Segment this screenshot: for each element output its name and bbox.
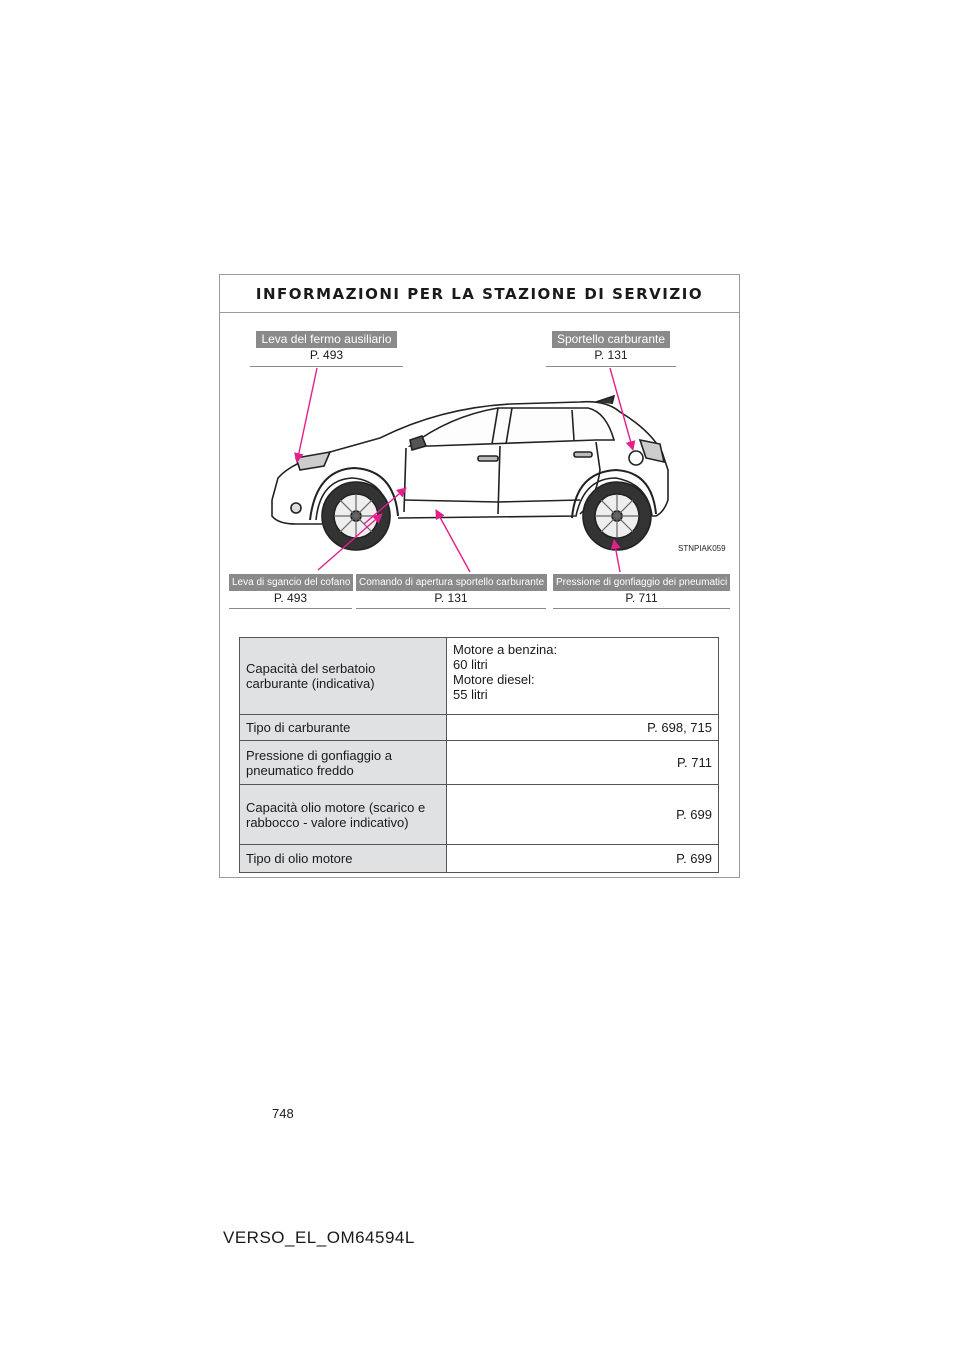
table-key: Tipo di carburante	[240, 715, 447, 741]
callout-rule	[250, 366, 403, 367]
table-key: Pressione di gonfiaggio a pneumatico freddo	[240, 741, 447, 785]
callout-ref: P. 131	[434, 591, 468, 605]
table-key: Capacità olio motore (scarico e rabbocco - valore indicativo)	[240, 785, 447, 845]
callout-label: Leva di sgancio del cofano	[229, 574, 353, 591]
callout-label: Sportello carburante	[552, 331, 670, 348]
figure-code: STNPIAK059	[678, 544, 726, 553]
page-number: 748	[272, 1106, 294, 1121]
frame-title: INFORMAZIONI PER LA STAZIONE DI SERVIZIO	[220, 275, 739, 313]
callout-ref: P. 493	[273, 591, 308, 605]
callout-hood-release	[229, 572, 352, 605]
callout-fuel-door	[546, 330, 676, 362]
table-value: P. 698, 715	[447, 715, 719, 741]
callout-aux-lever	[250, 330, 403, 362]
callout-ref: P. 493	[309, 348, 344, 362]
callout-rule	[553, 608, 730, 609]
table-row	[240, 785, 719, 845]
callout-fuel-opener	[356, 572, 546, 605]
table-key: Tipo di olio motore	[240, 845, 447, 873]
table-key: Capacità del serbatoio carburante (indicativa)	[240, 638, 447, 715]
table-value: P. 711	[447, 741, 719, 785]
table-value: Motore a benzina: 60 litri Motore diesel: 55 litri	[447, 638, 719, 715]
callout-label: Leva del fermo ausiliario	[256, 331, 396, 348]
table-row	[240, 845, 719, 873]
callout-rule	[546, 366, 676, 367]
callout-rule	[356, 608, 546, 609]
document-id: VERSO_EL_OM64594L	[223, 1228, 415, 1247]
callout-tire-pressure	[553, 572, 730, 605]
callout-label: Pressione di gonfiaggio dei pneumatici	[553, 574, 730, 591]
table-value: P. 699	[447, 785, 719, 845]
table-row	[240, 741, 719, 785]
callout-rule	[229, 608, 352, 609]
table-row	[240, 638, 719, 715]
service-info-table	[239, 637, 719, 873]
table-value: P. 699	[447, 845, 719, 873]
table-row	[240, 715, 719, 741]
callout-ref: P. 711	[625, 591, 658, 605]
callout-ref: P. 131	[594, 348, 628, 362]
callout-label: Comando di apertura sportello carburante	[356, 574, 547, 591]
